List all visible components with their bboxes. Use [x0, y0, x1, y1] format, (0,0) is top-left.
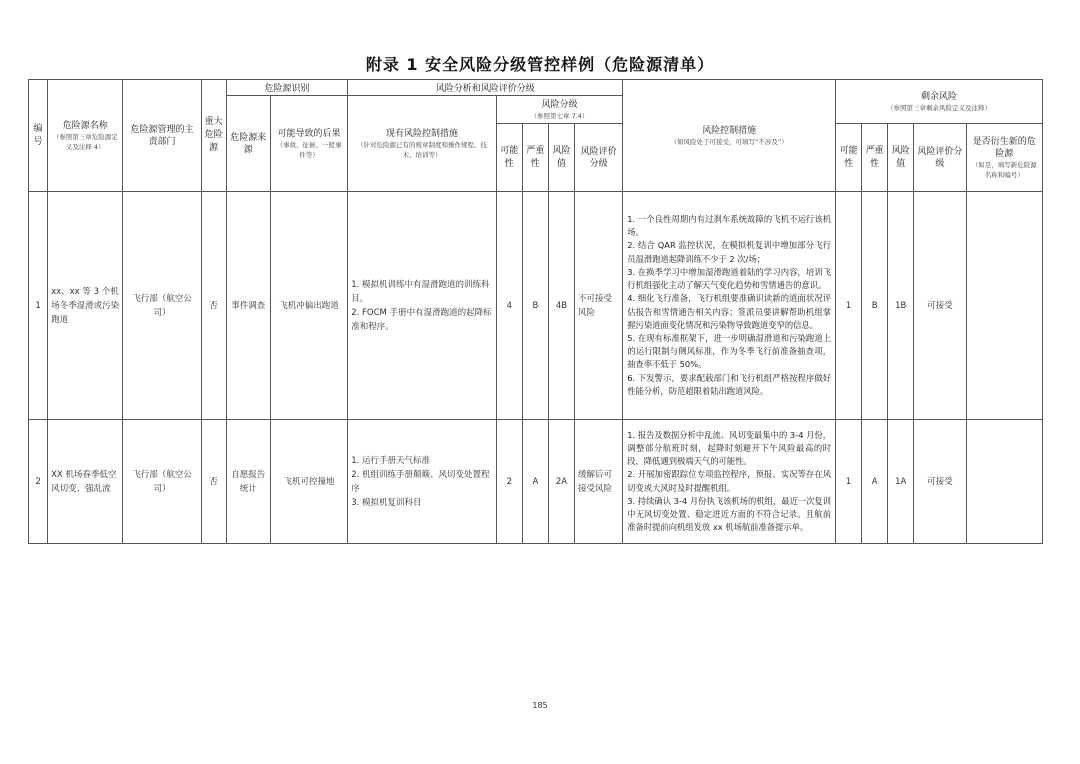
- header-risk-eval: 风险评价分级: [575, 124, 623, 192]
- table-row: [29, 192, 1043, 420]
- header-control: [623, 80, 836, 192]
- header-r-possibility: 可能性: [836, 124, 862, 192]
- cell-severity: A: [522, 420, 548, 544]
- header-new-hazard: [966, 124, 1043, 192]
- header-r-severity: 严重性: [862, 124, 888, 192]
- header-existing-label: 现有风险控制措施: [385, 128, 458, 139]
- cell-consequence: 飞机可控撞地: [270, 420, 347, 544]
- cell-r-risk-eval: 可接受: [914, 192, 966, 420]
- header-consequence-label: 可能导致的后果: [277, 128, 341, 139]
- header-risk-value: 风险值: [548, 124, 574, 192]
- cell-source: 事件调查: [226, 192, 270, 420]
- cell-dept: 飞行部（航空公司）: [123, 420, 201, 544]
- control-measure: 1. 一个良性周期内有过刹车系统故障的飞机不运行该机场。: [627, 214, 832, 238]
- existing-measure: 1. 运行手册天气标准: [351, 455, 431, 466]
- cell-severity: B: [522, 192, 548, 420]
- page-title: 附录 1 安全风险分级管控样例（危险源清单）: [365, 55, 715, 74]
- control-measure: 2. 开展加密跟踪位专项监控程序，预报、实况等存在风切变或大风时及时提醒机组。: [627, 469, 832, 493]
- cell-existing-measures: [348, 192, 497, 420]
- group-residual-note: （参照第三章剩余风险定义及注释）: [887, 103, 992, 112]
- cell-hazard: xx、xx 等 3 个机场冬季湿滑或污染跑道: [48, 192, 123, 420]
- group-identification: 危险源识别: [226, 80, 347, 96]
- cell-no: 2: [29, 420, 48, 544]
- header-control-note: （如风险处于可接受，可填写“不涉及”）: [670, 137, 788, 146]
- cell-no: 1: [29, 192, 48, 420]
- header-existing-measures: [348, 96, 497, 192]
- control-measure: 6. 下发警示，要求配载部门和飞行机组严格按程序做好性能分析，防范超限着陆出跑道风险。: [627, 372, 832, 396]
- header-r-risk-eval: 风险评价分级: [914, 124, 966, 192]
- header-consequence-note: （事故、征候、一般事件等）: [276, 140, 342, 159]
- control-measure: 4. 细化飞行准备，飞行机组要准确识读新的道面状况评估报告和雪情通告相关内容；签派员要讲解帮助机组掌握污染道面变化情况和污染物导致跑道变窄的信息。: [627, 293, 832, 330]
- header-r-risk-value: 风险值: [888, 124, 914, 192]
- existing-measure: 2. 机组训练手册颠簸、风切变处置程序: [351, 469, 490, 494]
- header-existing-note: （针对危险源已有的规章制度和操作规程、技术、培训等）: [356, 140, 487, 159]
- existing-measure: 3. 模拟机复训科目: [351, 497, 422, 508]
- group-risk-level-label: 风险分级: [541, 99, 578, 110]
- header-possibility: 可能性: [496, 124, 522, 192]
- group-analysis: 风险分析和风险评价分级: [348, 80, 623, 96]
- cell-control-measures: [623, 192, 836, 420]
- header-major: 重大危险源: [201, 80, 226, 192]
- group-risk-level: [496, 96, 622, 124]
- group-residual-label: 剩余风险: [921, 91, 958, 102]
- cell-major: 否: [201, 192, 226, 420]
- control-measure: 2. 结合 QAR 监控状况，在模拟机复训中增加部分飞行员湿滑跑道起降训练不少于 2 次/场；: [627, 240, 832, 264]
- group-residual: [836, 80, 1043, 124]
- page-number: 185: [532, 701, 548, 710]
- control-measure: 3. 持续确认 3-4 月份执飞该机场的机组，最近一次复训中无风切变处置、稳定进近方面的不符合记录。且航前准备时提前向机组发放 xx 机场航前准备提示单。: [627, 495, 832, 533]
- cell-hazard: XX 机场春季低空风切变、强乱流: [48, 420, 123, 544]
- hazard-list-table: [28, 79, 1043, 544]
- cell-existing-measures: [348, 420, 497, 544]
- existing-measure: 1. 模拟机训练中有湿滑跑道的训练科目。: [351, 279, 490, 304]
- table-row: [29, 420, 1043, 544]
- cell-risk-value: 2A: [548, 420, 574, 544]
- control-measure: 1. 报告及数据分析中乱流、风切变最集中的 3-4 月份，调整部分航班时刻，起降时刻避开下午风险最高的时段，降低遇到极端天气的可能性。: [627, 429, 832, 467]
- cell-major: 否: [201, 420, 226, 544]
- header-hazard-name: [48, 80, 123, 192]
- cell-source: 自愿报告统计: [226, 420, 270, 544]
- header-hazard-name-note: （参照第三章危险源定义及注释 4）: [52, 132, 118, 151]
- cell-risk-eval: 缓解后可接受风险: [575, 420, 623, 544]
- header-new-hazard-note: （如是，填写新危险源名称和编号）: [971, 160, 1037, 179]
- cell-possibility: 4: [496, 192, 522, 420]
- group-risk-level-note: （参照第七章 7.4）: [530, 111, 589, 120]
- header-no: 编号: [29, 80, 48, 192]
- header-hazard-name-label: 危险源名称: [62, 120, 108, 131]
- cell-r-risk-value: 1A: [888, 420, 914, 544]
- header-severity: 严重性: [522, 124, 548, 192]
- cell-dept: 飞行部（航空公司）: [123, 192, 201, 420]
- cell-new-hazard: [966, 192, 1043, 420]
- header-dept: 危险源管理的主责部门: [123, 80, 201, 192]
- header-source: 危险源来源: [226, 96, 270, 192]
- cell-r-severity: A: [862, 420, 888, 544]
- header-consequence: [270, 96, 347, 192]
- header-new-hazard-label: 是否衍生新的危险源: [972, 136, 1036, 159]
- cell-possibility: 2: [496, 420, 522, 544]
- cell-risk-value: 4B: [548, 192, 574, 420]
- control-measure: 5. 在现有标准框架下，进一步明确湿滑道和污染跑道上的运行限制与侧风标准，作为冬季飞行前准备抽查项，抽查率不低于 50%。: [627, 332, 832, 370]
- cell-r-risk-value: 1B: [888, 192, 914, 420]
- cell-r-severity: B: [862, 192, 888, 420]
- cell-r-possibility: 1: [836, 420, 862, 544]
- cell-control-measures: [623, 420, 836, 544]
- cell-r-possibility: 1: [836, 192, 862, 420]
- header-control-label: 风险控制措施: [702, 125, 757, 136]
- cell-risk-eval: 不可接受风险: [575, 192, 623, 420]
- cell-new-hazard: [966, 420, 1043, 544]
- control-measure: 3. 在换季学习中增加湿滑跑道着陆的学习内容，培训飞行机组强化主动了解天气变化趋势和雪情通告的意识。: [627, 266, 832, 291]
- cell-consequence: 飞机冲偏出跑道: [270, 192, 347, 420]
- existing-measure: 2. FOCM 手册中有湿滑跑道的起降标准和程序。: [351, 307, 492, 332]
- cell-r-risk-eval: 可接受: [914, 420, 966, 544]
